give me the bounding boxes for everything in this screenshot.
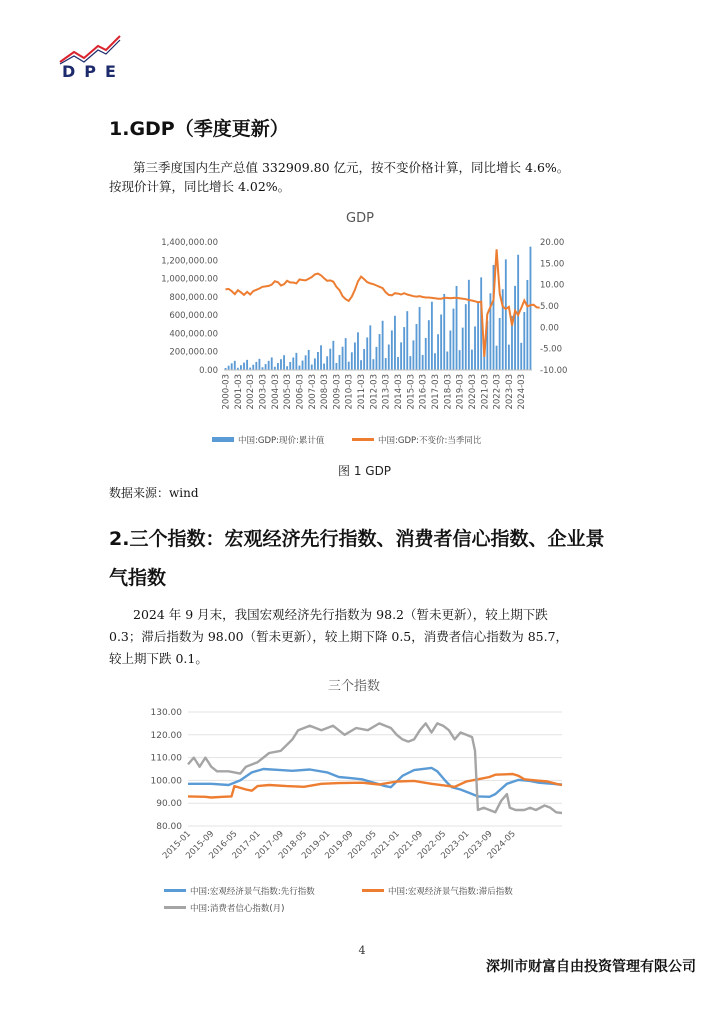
gdp-bar [228,366,230,370]
index-x-tick-label: 2015-01 [160,829,194,862]
index-x-tick-label: 2017-01 [230,829,263,862]
index-confidence-line [188,723,562,813]
data-source: 数据来源：wind [109,486,199,500]
index-legend-lagging-label: 中国:宏观经济景气指数:滞后指数 [388,887,513,897]
index-x-tick-label: 2019-01 [300,829,333,862]
gdp-x-tick-label: 2020-03 [467,374,478,410]
index-leading-line [188,768,562,797]
section1-para-line2: 按现价计算，同比增长 4.02%。 [109,179,291,194]
index-x-tick-label: 2023-01 [439,829,472,862]
gdp-bar [323,364,325,370]
gdp-x-tick-label: 2024-03 [517,374,528,410]
gdp-bar [348,362,350,370]
gdp-bar [499,318,501,370]
gdp-x-tick-label: 2002-03 [246,374,257,410]
gdp-bar [465,304,467,370]
gdp-bar [329,349,331,370]
gdp-x-tick-label: 2001-03 [233,374,244,410]
gdp-left-tick-label: 1,400,000.00 [161,238,218,248]
gdp-bar [295,353,297,370]
gdp-bar [514,286,516,370]
gdp-x-tick-label: 2005-03 [283,374,294,410]
gdp-left-tick-label: 600,000.00 [169,311,218,322]
gdp-legend-line-label: 中国:GDP:不变价:当季同比 [378,436,482,446]
index-legend-lagging-swatch [362,889,384,892]
index-x-tick-label: 2017-09 [253,829,286,862]
figure1-caption: 图 1 GDP [338,464,392,478]
gdp-x-tick-label: 2021-03 [480,374,491,410]
gdp-x-tick-label: 2006-03 [295,374,306,410]
gdp-bar [268,361,270,370]
index-legend-confidence-swatch [164,906,186,909]
section2-para-line1: 2024 年 9 月末，我国宏观经济先行指数为 98.2（暂未更新），较上期下跌 [133,607,548,622]
gdp-legend-bar-label: 中国:GDP:现价:累计值 [238,436,325,446]
gdp-bar [443,294,445,370]
gdp-bar [360,360,362,370]
gdp-left-tick-label: 200,000.00 [169,347,218,358]
gdp-bar [345,338,347,370]
gdp-bar [508,345,510,370]
gdp-left-tick-label: 400,000.00 [169,329,218,340]
gdp-x-tick-label: 2012-03 [369,374,380,410]
gdp-x-tick-label: 2019-03 [455,374,466,410]
gdp-x-tick-label: 2003-03 [258,374,269,410]
gdp-bar [231,363,233,370]
gdp-bar [376,347,378,370]
gdp-bar [409,356,411,370]
gdp-bar [283,355,285,370]
gdp-bar [431,302,433,370]
index-x-tick-label: 2021-01 [369,829,402,862]
gdp-right-tick-label: 15.00 [540,259,565,270]
gdp-bar [437,334,439,370]
index-y-tick-label: 120.00 [150,730,182,741]
gdp-bar [240,365,242,370]
gdp-bar [471,350,473,370]
gdp-bar [255,362,257,370]
gdp-bar [385,358,387,370]
index-x-tick-label: 2021-09 [392,829,426,862]
gdp-bar [314,358,316,370]
gdp-x-tick-label: 2023-03 [504,374,515,410]
gdp-bar [425,338,427,370]
gdp-bar [317,352,319,370]
gdp-bar [400,342,402,370]
gdp-bar [351,352,353,370]
section2-para-line3: 较上期下跌 0.1。 [109,651,208,666]
section2-heading-line1: 2.三个指数：宏观经济先行指数、消费者信心指数、企业景 [109,528,605,550]
gdp-bar [406,311,408,370]
index-x-tick-label: 2022-05 [416,829,449,862]
gdp-bar [419,307,421,370]
gdp-bar [474,326,476,370]
gdp-bar [428,320,430,370]
gdp-bar [363,349,365,370]
gdp-bar [311,365,313,370]
gdp-x-tick-label: 2017-03 [430,374,441,410]
index-legend-leading-swatch [164,889,186,892]
company-name: 深圳市财富自由投资管理有限公司 [486,959,696,975]
section2-para-line2: 0.3；滞后指数为 98.00（暂未更新），较上期下降 0.5，消费者信心指数为 85.7， [109,629,569,644]
gdp-right-tick-label: 0.00 [540,323,559,334]
gdp-bar [326,356,328,370]
gdp-bar [446,352,448,370]
gdp-bar [434,353,436,370]
gdp-x-tick-label: 2014-03 [394,374,405,410]
gdp-bar [289,362,291,370]
gdp-x-tick-label: 2018-03 [443,374,454,410]
gdp-bar [440,314,442,370]
gdp-bar [342,347,344,370]
gdp-left-tick-label: 1,200,000.00 [161,256,218,267]
gdp-x-tick-label: 2000-03 [221,374,232,410]
gdp-bar [523,312,525,370]
gdp-bar [335,363,337,370]
gdp-left-tick-label: 0.00 [199,366,218,376]
gdp-bar [246,360,248,370]
gdp-x-tick-label: 2010-03 [344,374,355,410]
gdp-bar [459,350,461,370]
index-legend-leading-label: 中国:宏观经济景气指数:先行指数 [190,887,315,897]
gdp-bar [308,350,310,370]
gdp-bar [422,355,424,370]
gdp-x-tick-label: 2016-03 [418,374,429,410]
gdp-bar [366,337,368,370]
gdp-bar [265,364,267,370]
gdp-left-tick-label: 800,000.00 [169,292,218,303]
gdp-bar [271,357,273,370]
gdp-x-tick-label: 2011-03 [357,374,368,410]
index-x-tick-label: 2018-05 [276,829,310,862]
gdp-bar [403,327,405,370]
gdp-bar [286,366,288,370]
gdp-right-tick-label: 20.00 [540,238,565,248]
gdp-right-tick-label: -10.00 [540,366,568,376]
gdp-bar [520,343,522,370]
gdp-bar [462,328,464,370]
gdp-legend-line-swatch [352,438,374,441]
gdp-bar [505,259,507,370]
section1-para-line1: 第三季度国内生产总值 332909.80 亿元，按不变价格计算，同比增长 4.6%。 [133,160,570,175]
gdp-bar [234,361,236,370]
index-x-tick-label: 2019-09 [323,829,356,862]
gdp-chart [120,200,600,458]
index-x-tick-label: 2024-05 [485,829,518,862]
gdp-bar [302,361,304,370]
page-number: 4 [358,944,366,957]
gdp-right-tick-label: 5.00 [540,302,559,312]
gdp-bar [369,325,371,370]
gdp-x-tick-label: 2007-03 [307,374,318,410]
gdp-bar [305,355,307,370]
gdp-bar [388,345,390,370]
gdp-bar [391,330,393,370]
index-x-tick-label: 2023-09 [462,829,495,862]
gdp-x-tick-label: 2009-03 [332,374,343,410]
gdp-bar [292,357,294,370]
gdp-bar [496,346,498,370]
index-y-tick-label: 130.00 [150,708,182,718]
gdp-bar [412,340,414,370]
three-index-chart [120,670,576,922]
section1-heading: 1.GDP（季度更新） [109,118,289,140]
gdp-bar [320,345,322,370]
gdp-x-tick-label: 2013-03 [381,374,392,410]
logo-text: DPE [62,62,125,81]
gdp-left-tick-label: 1,000,000.00 [161,274,218,285]
gdp-bar [379,334,381,370]
gdp-bar [243,363,245,370]
gdp-bar [372,359,374,370]
gdp-bar [339,355,341,370]
section2-heading-line2: 气指数 [109,567,167,589]
gdp-legend-bar-swatch [212,437,234,442]
index-x-tick-label: 2020-05 [346,829,379,862]
gdp-x-tick-label: 2008-03 [320,374,331,410]
index-y-tick-label: 100.00 [150,776,182,787]
gdp-legend [212,435,482,446]
index-x-tick-label: 2015-09 [184,829,217,862]
index-x-tick-label: 2016-05 [207,829,240,862]
gdp-right-tick-label: -5.00 [540,344,562,355]
index-y-tick-label: 80.00 [156,822,182,832]
gdp-right-tick-label: 10.00 [540,280,565,291]
gdp-bar [299,366,301,370]
gdp-bar [382,321,384,370]
gdp-bar [453,309,455,370]
gdp-bar [277,363,279,370]
gdp-bar [449,330,451,370]
index-chart-title: 三个指数 [327,679,381,694]
gdp-bar [332,341,334,370]
gdp-bar [477,302,479,370]
gdp-bar [258,359,260,370]
gdp-bar [530,247,532,370]
gdp-x-tick-label: 2004-03 [270,374,281,410]
gdp-bar [357,332,359,370]
gdp-x-tick-label: 2015-03 [406,374,417,410]
gdp-bar [354,342,356,370]
gdp-bar [526,280,528,370]
index-legend [164,886,513,914]
gdp-bar [252,365,254,370]
gdp-bar [394,316,396,370]
index-y-tick-label: 110.00 [150,753,182,764]
gdp-bar [416,324,418,370]
index-y-tick-label: 90.00 [156,799,182,810]
gdp-bar [280,359,282,370]
gdp-x-tick-label: 2022-03 [492,374,503,410]
gdp-chart-title: GDP [346,211,374,226]
index-legend-confidence-label: 中国:消费者信心指数(月) [190,904,285,914]
gdp-bar [397,357,399,370]
gdp-bar [468,280,470,370]
